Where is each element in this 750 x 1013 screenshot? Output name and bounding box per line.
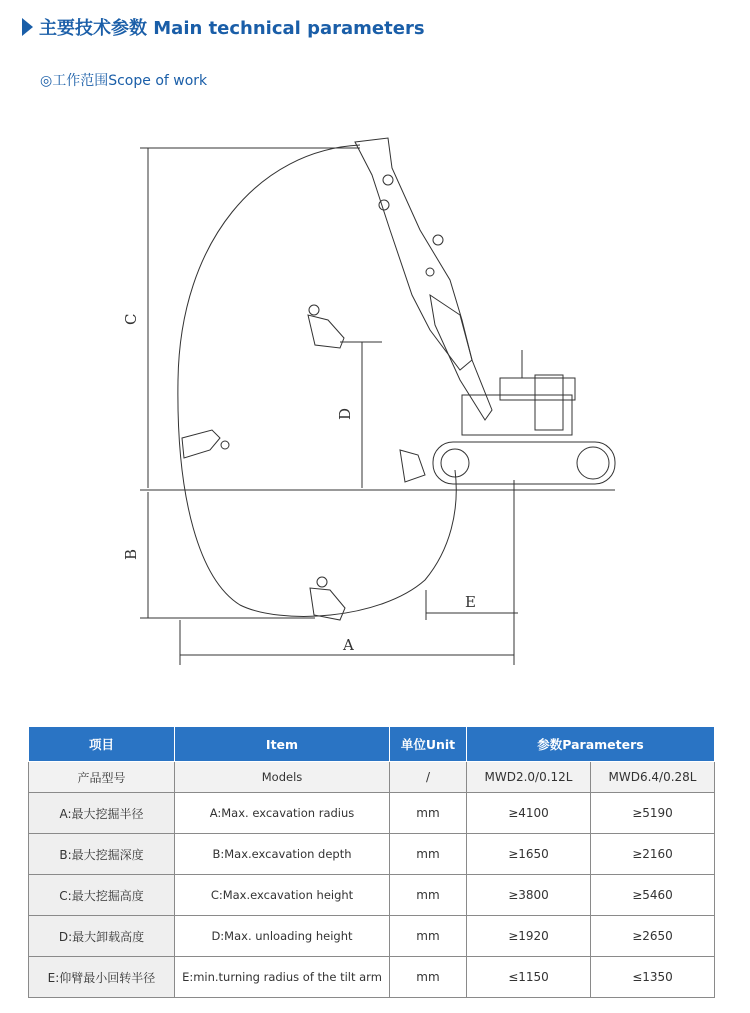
models-unit: /	[390, 762, 467, 793]
row-unit: mm	[390, 875, 467, 916]
row-unit: mm	[390, 793, 467, 834]
excavator-boom	[355, 138, 472, 370]
row-label-cn: A:最大挖掘半径	[29, 793, 175, 834]
bucket-top	[308, 315, 344, 348]
dimension-label-a: A	[343, 636, 354, 654]
table-row	[29, 875, 715, 916]
header-parameters: 参数Parameters	[467, 727, 715, 762]
row-value-1: ≥1650	[467, 834, 591, 875]
triangle-marker-icon	[22, 18, 33, 36]
dozer-blade	[400, 450, 425, 482]
scope-subheading: ◎工作范围Scope of work	[40, 73, 208, 89]
scope-of-work-diagram	[100, 120, 640, 680]
table-row	[29, 957, 715, 998]
row-label-en: A:Max. excavation radius	[175, 793, 390, 834]
row-value-1: ≤1150	[467, 957, 591, 998]
working-range-envelope	[178, 145, 456, 616]
row-value-2: ≤1350	[591, 957, 715, 998]
model-2: MWD6.4/0.28L	[591, 762, 715, 793]
row-label-en: B:Max.excavation depth	[175, 834, 390, 875]
dimension-label-b: B	[122, 548, 140, 560]
row-unit: mm	[390, 957, 467, 998]
models-label-cn: 产品型号	[29, 762, 175, 793]
dimension-label-c: C	[122, 313, 140, 325]
model-1: MWD2.0/0.12L	[467, 762, 591, 793]
row-label-en: C:Max.excavation height	[175, 875, 390, 916]
header-unit: 单位Unit	[390, 727, 467, 762]
row-unit: mm	[390, 916, 467, 957]
row-value-1: ≥4100	[467, 793, 591, 834]
row-value-1: ≥3800	[467, 875, 591, 916]
table-row	[29, 916, 715, 957]
section-title: 主要技术参数 Main technical parameters	[39, 18, 425, 39]
row-value-1: ≥1920	[467, 916, 591, 957]
models-label-en: Models	[175, 762, 390, 793]
section-header	[22, 12, 425, 42]
row-value-2: ≥5460	[591, 875, 715, 916]
models-row	[29, 762, 715, 793]
row-label-cn: C:最大挖掘高度	[29, 875, 175, 916]
header-item-cn: 项目	[29, 727, 175, 762]
excavator-body	[462, 395, 572, 435]
table-row	[29, 834, 715, 875]
dimension-label-d: D	[336, 407, 354, 420]
table-row	[29, 793, 715, 834]
row-value-2: ≥5190	[591, 793, 715, 834]
row-label-cn: B:最大挖掘深度	[29, 834, 175, 875]
header-item-en: Item	[175, 727, 390, 762]
row-label-en: D:Max. unloading height	[175, 916, 390, 957]
parameters-table	[28, 726, 715, 998]
bucket-left	[182, 430, 220, 458]
row-value-2: ≥2160	[591, 834, 715, 875]
row-label-en: E:min.turning radius of the tilt arm	[175, 957, 390, 998]
row-unit: mm	[390, 834, 467, 875]
row-label-cn: E:仰臂最小回转半径	[29, 957, 175, 998]
row-value-2: ≥2650	[591, 916, 715, 957]
table-header-row	[29, 727, 715, 762]
dimension-label-e: E	[465, 593, 476, 611]
row-label-cn: D:最大卸载高度	[29, 916, 175, 957]
